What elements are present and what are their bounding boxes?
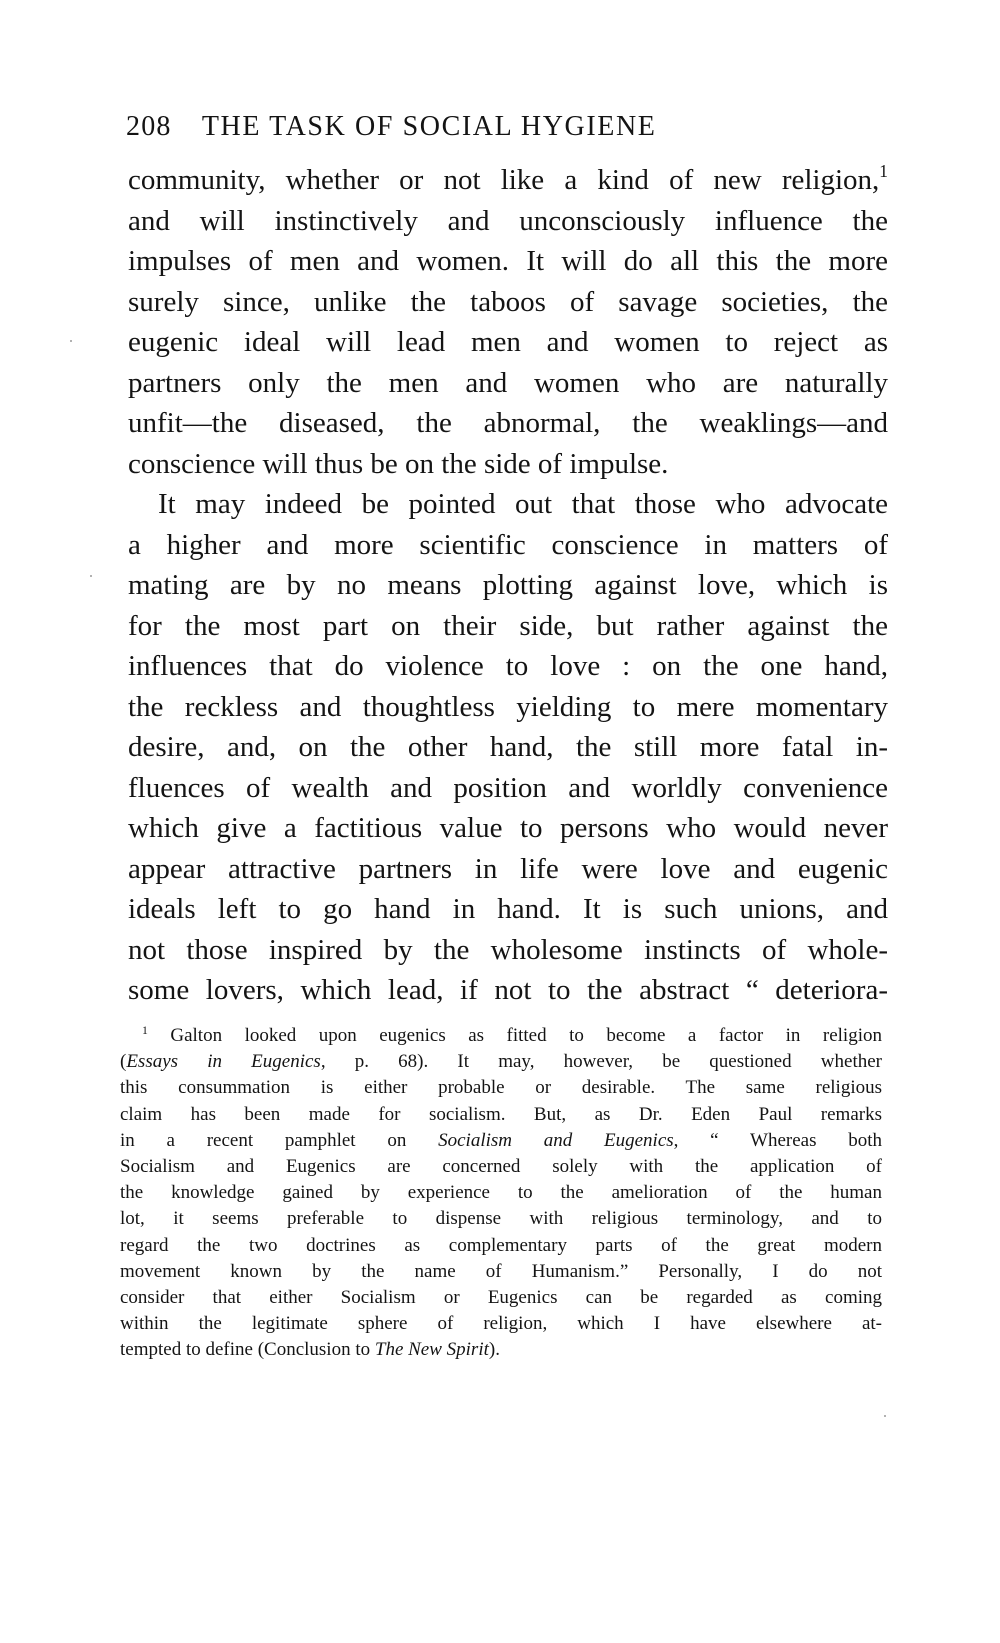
paper-speck	[70, 340, 72, 342]
footnote-line: Socialism and Eugenics are concerned solely with the application of	[120, 1155, 882, 1177]
page-number: 208	[126, 111, 172, 142]
text-line: surely since, unlike the taboos of savage societies, the	[128, 285, 888, 318]
paper-speck	[884, 1415, 886, 1417]
footnote-marker: 1	[142, 1023, 148, 1037]
text-line: for the most part on their side, but rather against the	[128, 609, 888, 642]
book-title: Essays in Eugenics	[126, 1051, 321, 1073]
footnote-line: within the legitimate sphere of religion, which I have elsewhere at-	[120, 1313, 882, 1335]
footnote-line: (Essays in Eugenics, p. 68). It may, however, be questioned whether	[120, 1051, 882, 1073]
text-line: impulses of men and women. It will do all this the more	[128, 245, 888, 277]
text-line: not those inspired by the wholesome instincts of whole-	[128, 933, 888, 966]
footnote-line: $^1$ Galton looked upon eugenics as fitted to become a factor in religion	[142, 1023, 882, 1046]
text-line: partners only the men and women who are naturally	[128, 366, 888, 399]
footnote-line: movement known by the name of Humanism.” Personally, I do not	[120, 1260, 882, 1282]
text-line: unfit—the diseased, the abnormal, the weaklings—and	[128, 407, 888, 439]
footnote-line: in a recent pamphlet on Socialism and Eugenics, “ Whereas both	[120, 1129, 882, 1151]
text-line: appear attractive partners in life were love and eugenic	[128, 852, 888, 885]
text-line: some lovers, which lead, if not to the abstract “ deteriora-	[128, 974, 888, 1006]
text-line: mating are by no means plotting against love, which is	[128, 569, 888, 601]
text-line: influences that do violence to love : on the one hand,	[128, 650, 888, 682]
footnote-line: claim has been made for socialism. But, as Dr. Eden Paul remarks	[120, 1103, 882, 1125]
footnote-line: the knowledge gained by experience to the amelioration of the human	[120, 1182, 882, 1204]
text-line: ideals left to go hand in hand. It is such unions, and	[128, 893, 888, 925]
pamphlet-title: Socialism and Eugenics	[438, 1129, 674, 1151]
text-line: desire, and, on the other hand, the still more fatal in-	[128, 731, 888, 763]
footnote-line: consider that either Socialism or Eugenics can be regarded as coming	[120, 1286, 882, 1308]
text-line: the reckless and thoughtless yielding to mere momentary	[128, 690, 888, 723]
text-line: conscience will thus be on the side of impulse.	[128, 447, 669, 480]
text-line: eugenic ideal will lead men and women to reject as	[128, 326, 888, 358]
text-line: community, whether or not like a kind of new religion,$^1$	[128, 160, 888, 196]
footnote-line: regard the two doctrines as complementary parts of the great modern	[120, 1234, 882, 1256]
footnote-line: tempted to define (Conclusion to The New Spirit).	[120, 1339, 500, 1361]
footnote-line: this consummation is either probable or desirable. The same religious	[120, 1077, 882, 1099]
page-header	[126, 111, 886, 151]
paper-speck	[90, 575, 92, 577]
footnote-reference: 1	[879, 160, 888, 181]
text-line: and will instinctively and unconsciously influence the	[128, 204, 888, 237]
text-line: fluences of wealth and position and worldly convenience	[128, 771, 888, 804]
text-line: a higher and more scientific conscience in matters of	[128, 528, 888, 561]
running-title: THE TASK OF SOCIAL HYGIENE	[201, 111, 657, 142]
book-title: The New Spirit	[374, 1339, 489, 1361]
footnote-line: lot, it seems preferable to dispense with religious terminology, and to	[120, 1208, 882, 1230]
text-line: which give a factitious value to persons who would never	[128, 812, 888, 844]
text-line: It may indeed be pointed out that those who advocate	[158, 488, 888, 520]
footnote	[120, 1023, 882, 1363]
body-text	[128, 160, 888, 1011]
